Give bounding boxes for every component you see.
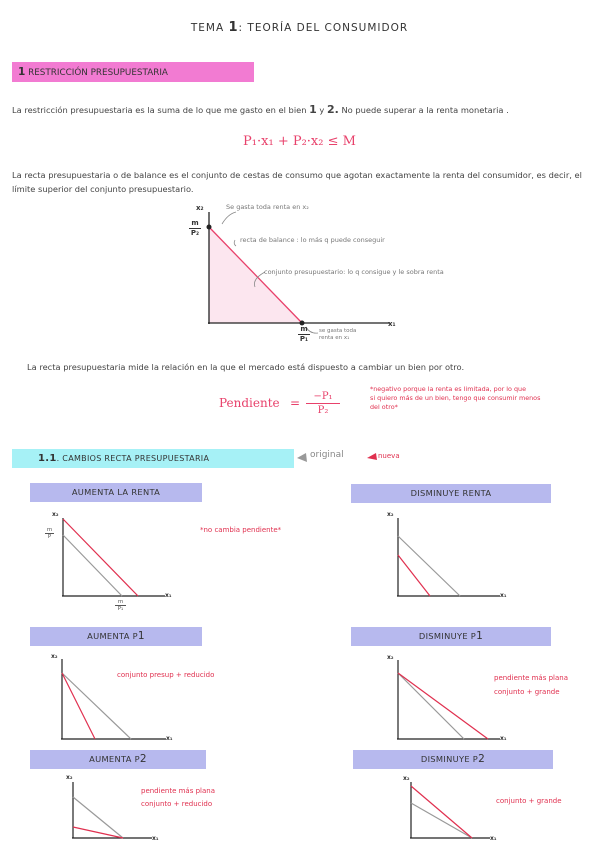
title-text: : TEORÍA DEL CONSUMIDOR <box>238 22 409 34</box>
aumenta-p2-b: 2 <box>139 753 147 765</box>
slope-note-1: *negativo porque la renta es limitada, por lo que <box>370 385 527 393</box>
renta-x-num: m <box>117 599 124 605</box>
title-prefix: TEMA <box>190 22 225 34</box>
axis-x-label: x₁ <box>490 835 497 842</box>
note-budget-line: recta de balance : lo más q puede conseguir <box>240 236 385 244</box>
disminuye-p2-b: 2 <box>478 753 486 765</box>
axis-y-label: x₂ <box>66 774 73 781</box>
new-line <box>62 673 95 739</box>
slope-numerator: −P₁ <box>313 391 333 402</box>
slope-denominator: P₂ <box>306 403 340 417</box>
new-line <box>398 555 430 596</box>
aumenta-p2-a: AUMENTA P <box>89 754 140 764</box>
note-flatter-slope-p2: pendiente más plana <box>141 787 215 795</box>
axis-y-label: x₂ <box>52 511 59 518</box>
paragraph-3: La recta presupuestaria mide la relación en la que el mercado está dispuesto a cambiar un bien por otro. <box>27 362 465 372</box>
note-disminuye-p1 <box>494 671 568 699</box>
axis-x-label: x₁ <box>165 592 172 599</box>
renta-y-num: m <box>46 527 53 533</box>
main-y-intercept-num: m <box>191 219 199 227</box>
axis-x-label: x₁ <box>152 835 159 842</box>
main-x-intercept-den: P₁ <box>299 335 309 343</box>
note-bottom-2: renta en x₁ <box>319 335 350 341</box>
main-x-label: x₁ <box>388 320 396 328</box>
good-1: 1 <box>309 103 317 116</box>
disminuye-p1-a: DISMINUYE P <box>418 631 477 641</box>
renta-y-intercept <box>45 527 54 540</box>
renta-y-den: P <box>45 533 54 540</box>
section-1-number: 1 <box>18 66 26 78</box>
section-11-label: . CAMBIOS RECTA PRESUPUESTARIA <box>56 454 210 463</box>
note-no-slope-change: *no cambia pendiente* <box>200 526 282 534</box>
good-2: 2. <box>326 103 339 116</box>
paragraph-1-text-a: La restricción presupuestaria es la suma de lo que me gasto en el bien <box>12 105 310 115</box>
axis-y-label: x₂ <box>387 511 394 518</box>
note-reduced-set-p1: conjunto presup + reducido <box>117 671 215 679</box>
note-bigger-set-p2: conjunto + grande <box>496 797 562 805</box>
axis-x-label: x₁ <box>500 735 507 742</box>
note-bottom-1: se gasta toda <box>319 328 357 334</box>
legend-new: nueva <box>378 452 400 460</box>
note-reduced-set-p2: conjunto + reducido <box>141 800 213 808</box>
main-y-label: x₂ <box>196 204 204 212</box>
disminuye-p1-b: 1 <box>476 630 484 642</box>
case-disminuye-renta-title: DISMINUYE RENTA <box>351 484 551 503</box>
original-line <box>62 673 131 739</box>
original-line <box>63 535 122 596</box>
slope-note-2: si quiero más de un bien, tengo que consumir menos <box>370 394 541 402</box>
renta-x-intercept <box>115 599 126 612</box>
graph-disminuye-renta <box>397 518 500 596</box>
paragraph-1-and: y <box>316 105 327 115</box>
note-bigger-set: conjunto + grande <box>494 688 560 696</box>
original-line <box>73 797 123 838</box>
axis-y-label: x₂ <box>51 653 58 660</box>
axis-y-label: x₂ <box>403 775 410 782</box>
slope-note-3: del otro* <box>370 403 398 411</box>
note-all-income-x2: Se gasta toda renta en x₂ <box>226 203 309 211</box>
new-line <box>411 786 472 838</box>
original-line <box>411 803 472 838</box>
original-line <box>398 673 464 739</box>
slope-label: Pendiente <box>219 396 280 410</box>
legend-original: original <box>310 450 344 460</box>
note-aumenta-p2 <box>141 785 215 811</box>
new-line <box>398 673 488 739</box>
note-flatter-slope: pendiente más plana <box>494 674 568 682</box>
graph-aumenta-p2 <box>72 782 152 838</box>
aumenta-p1-a: AUMENTA P <box>87 631 138 641</box>
slope-equals: = <box>290 396 301 410</box>
main-x-intercept-num: m <box>300 325 308 333</box>
axis-x-label: x₁ <box>166 735 173 742</box>
paragraph-2: La recta presupuestaria o de balance es el conjunto de cestas de consumo que agotan exactamente la renta del consumidor, es decir, el límite superior del conjunto presupuestario. <box>12 170 582 194</box>
axis-x-label: x₁ <box>500 592 507 599</box>
section-1-label: RESTRICCIÓN PRESUPUESTARIA <box>25 68 168 78</box>
renta-x-den: P₁ <box>115 605 126 612</box>
aumenta-p1-b: 1 <box>137 630 145 642</box>
budget-formula: P₁·x₁ + P₂·x₂ ≤ M <box>243 134 356 149</box>
title-number: 1 <box>228 20 239 35</box>
note-budget-set: conjunto presupuestario: lo q consigue y le sobra renta <box>264 268 444 276</box>
section-11-number: 1.1 <box>38 453 57 464</box>
main-y-intercept-den: P₂ <box>190 229 200 237</box>
case-aumenta-renta-title: AUMENTA LA RENTA <box>30 483 202 502</box>
new-line <box>63 519 138 596</box>
graph-disminuye-p2 <box>410 782 490 838</box>
disminuye-p2-a: DISMINUYE P <box>420 754 479 764</box>
axis-y-label: x₂ <box>387 654 394 661</box>
graph-aumenta-renta <box>62 518 165 596</box>
graph-disminuye-p1 <box>397 660 500 739</box>
paragraph-1-text-c: No puede superar a la renta monetaria . <box>338 105 509 115</box>
